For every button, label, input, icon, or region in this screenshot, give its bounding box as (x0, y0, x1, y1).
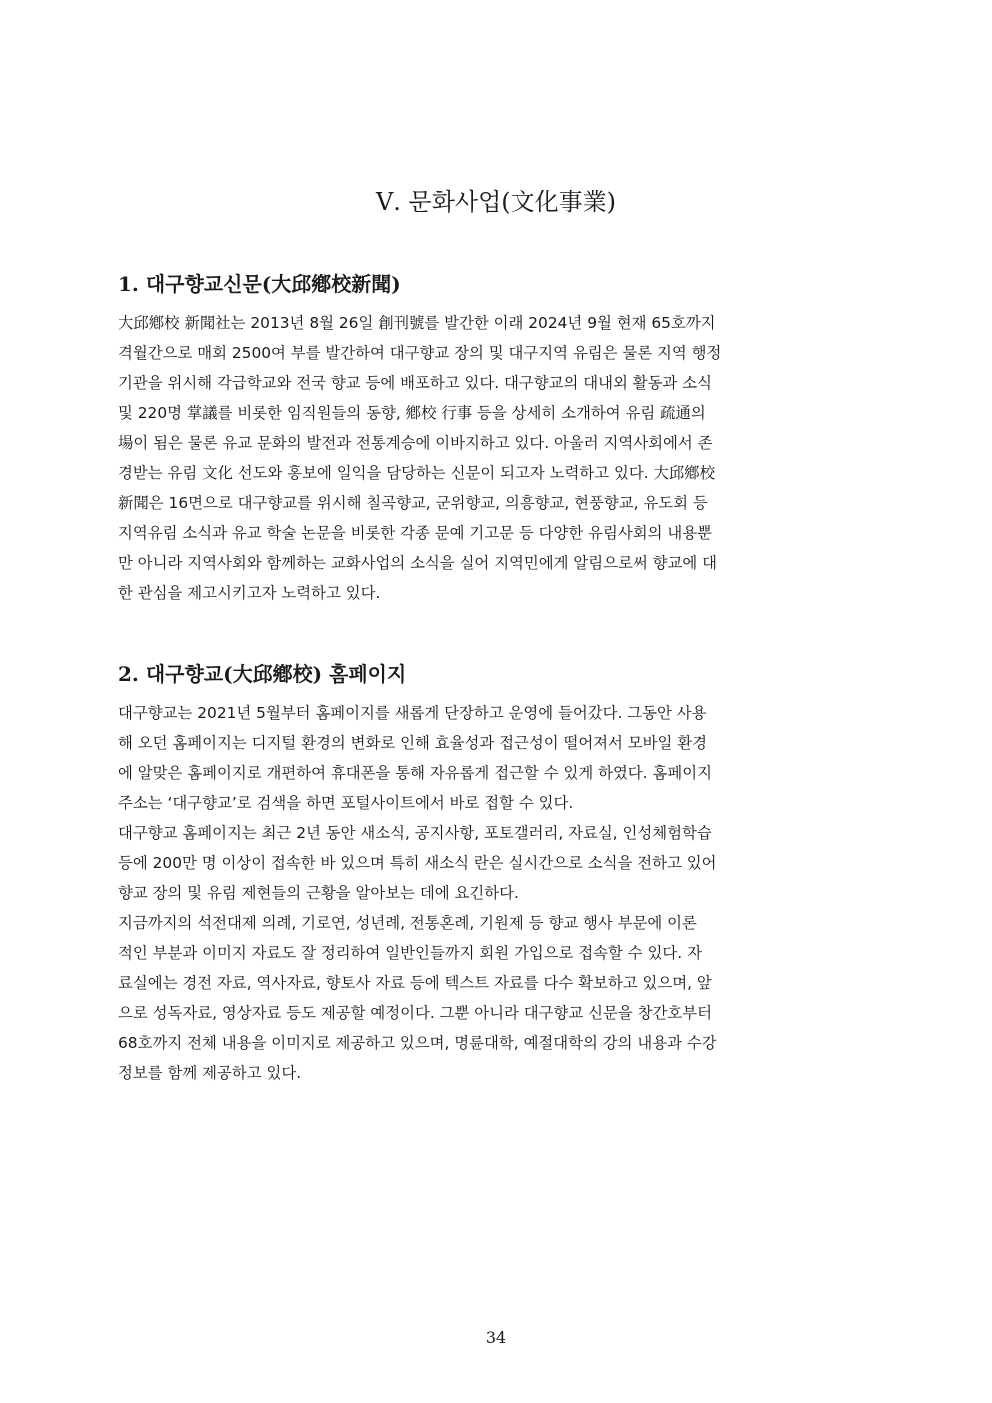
section-newspaper (118, 268, 874, 608)
section-homepage (118, 658, 874, 1088)
homepage-paragraph-1: 대구향교는 2021년 5월부터 홈페이지를 새롭게 단장하고 운영에 들어갔다. 그동안 사용 해 오던 홈페이지는 디지털 환경의 변화로 인해 효율성과 접근성이 떨어져서 모바일 환경 에 알맞은 홈페이지로 개편하여 휴대폰을 통해 자유롭게 접근할 수 있게 하였다. 홈페이지 주소는 ‘대구향교’로 검색을 하면 포털사이트에서 바로 접할 수 있다. (118, 704, 712, 812)
section-heading-newspaper: 1. 대구향교신문(大邱鄕校新聞) (118, 272, 401, 296)
section-heading-homepage: 2. 대구향교(大邱鄕校) 홈페이지 (118, 662, 407, 686)
newspaper-paragraph: 大邱鄕校 新聞社는 2013년 8월 26일 創刊號를 발간한 이래 2024년 9월 현재 65호까지 격월간으로 매회 2500여 부를 발간하여 대구향교 장의 및 대구지역 유림은 물론 지역 행정 기관을 위시해 각급학교와 전국 향교 등에 배포하고 있다. 대구향교의 대내외 활동과 소식 및 220명 掌議를 비롯한 임직원들의 동향, 鄕校 行事 등을 상세히 소개하여 유림 疏通의 場이 됨은 물론 유교 문화의 발전과 전통계승에 이바지하고 있다. 아울러 지역사회에서 존 경받는 유림 文化 선도와 홍보에 일익을 담당하는 신문이 되고자 노력하고 있다. 大邱鄕校 新聞은 16면으로 대구향교를 위시해 칠곡향교, 군위향교, 의흥향교, 현풍향교, 유도회 등 지역유림 소식과 유교 학술 논문을 비롯한 각종 문예 기고문 등 다양한 유림사회의 내용뿐 만 아니라 지역사회와 함께하는 교화사업의 소식을 실어 지역민에게 알림으로써 향교에 대 한 관심을 제고시키고자 노력하고 있다. (118, 314, 722, 602)
page-number: 34 (485, 1328, 507, 1347)
homepage-paragraph-3: 지금까지의 석전대제 의례, 기로연, 성년례, 전통혼례, 기원제 등 향교 행사 부문에 이론 적인 부분과 이미지 자료도 잘 정리하여 일반인들까지 회원 가입으로 접속할 수 있다. 자 료실에는 경전 자료, 역사자료, 향토사 자료 등에 텍스트 자료를 다수 확보하고 있으며, 앞 으로 성독자료, 영상자료 등도 제공할 예정이다. 그뿐 아니라 대구향교 신문을 창간호부터 68호까지 전체 내용을 이미지로 제공하고 있으며, 명륜대학, 예절대학의 강의 내용과 수강 정보를 함께 제공하고 있다. (118, 914, 717, 1082)
page-title: Ⅴ. 문화사업(文化事業) (375, 188, 617, 216)
homepage-paragraph-2: 대구향교 홈페이지는 최근 2년 동안 새소식, 공지사항, 포토갤러리, 자료실, 인성체험학습 등에 200만 명 이상이 접속한 바 있으며 특히 새소식 란은 실시간으로 소식을 전하고 있어 향교 장의 및 유림 제현들의 근황을 알아보는 데에 요긴하다. (118, 824, 717, 902)
